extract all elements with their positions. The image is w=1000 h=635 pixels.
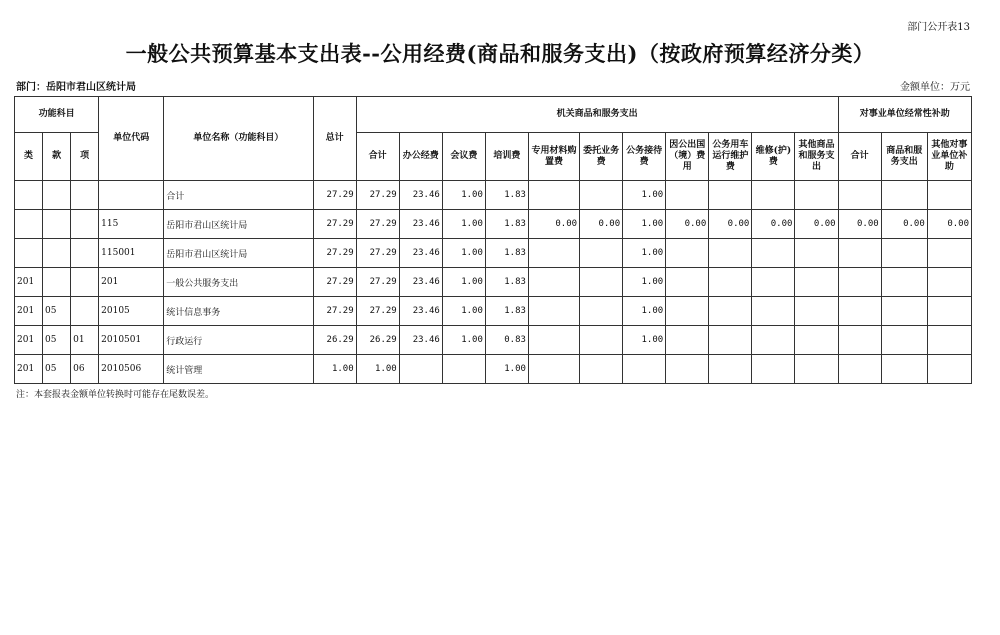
cell-goods <box>752 355 795 384</box>
cell-goods: 0.00 <box>528 210 579 239</box>
cell-goods: 0.00 <box>795 210 838 239</box>
cell-lei: 201 <box>15 268 43 297</box>
cell-goods <box>580 297 623 326</box>
header-subsidy-col: 商品和服务支出 <box>881 133 927 181</box>
cell-subsidy <box>838 268 881 297</box>
cell-goods <box>666 355 709 384</box>
cell-goods <box>752 239 795 268</box>
header-goods-col: 公务接待费 <box>623 133 666 181</box>
cell-goods <box>580 239 623 268</box>
header-goods-col: 维修(护)费 <box>752 133 795 181</box>
cell-code: 201 <box>99 268 164 297</box>
cell-goods <box>666 181 709 210</box>
header-group-subsidy: 对事业单位经常性补助 <box>838 97 971 133</box>
header-goods-col: 其他商品和服务支出 <box>795 133 838 181</box>
header-goods-col: 专用材料购置费 <box>528 133 579 181</box>
footnote: 注：本套报表金额单位转换时可能存在尾数误差。 <box>16 390 215 400</box>
cell-name: 一般公共服务支出 <box>164 268 313 297</box>
cell-goods <box>709 268 752 297</box>
cell-goods: 1.00 <box>623 268 666 297</box>
header-xiang: 项 <box>71 133 99 181</box>
cell-goods: 27.29 <box>356 210 399 239</box>
cell-goods: 1.83 <box>485 181 528 210</box>
cell-goods <box>752 297 795 326</box>
cell-goods <box>399 355 442 384</box>
cell-code: 2010506 <box>99 355 164 384</box>
cell-kuan <box>43 268 71 297</box>
cell-xiang <box>71 268 99 297</box>
cell-subsidy <box>838 297 881 326</box>
header-goods-col: 因公出国（境）费用 <box>666 133 709 181</box>
cell-goods: 27.29 <box>356 268 399 297</box>
cell-goods: 0.00 <box>580 210 623 239</box>
cell-goods: 0.83 <box>485 326 528 355</box>
cell-goods <box>580 268 623 297</box>
cell-goods: 1.83 <box>485 268 528 297</box>
cell-subsidy <box>838 355 881 384</box>
cell-total: 27.29 <box>313 268 356 297</box>
cell-kuan <box>43 239 71 268</box>
cell-goods <box>666 297 709 326</box>
cell-goods: 1.00 <box>623 326 666 355</box>
cell-total: 27.29 <box>313 297 356 326</box>
cell-name: 岳阳市君山区统计局 <box>164 210 313 239</box>
cell-goods <box>528 326 579 355</box>
cell-goods <box>709 181 752 210</box>
cell-code: 20105 <box>99 297 164 326</box>
cell-total: 1.00 <box>313 355 356 384</box>
cell-goods <box>709 297 752 326</box>
cell-goods: 1.00 <box>485 355 528 384</box>
header-kuan: 款 <box>43 133 71 181</box>
cell-subsidy <box>927 181 971 210</box>
cell-goods <box>795 297 838 326</box>
table-row <box>15 268 972 297</box>
cell-kuan <box>43 210 71 239</box>
header-goods-col: 合计 <box>356 133 399 181</box>
cell-goods: 23.46 <box>399 210 442 239</box>
table-body <box>15 181 972 384</box>
cell-subsidy <box>838 326 881 355</box>
cell-subsidy: 0.00 <box>881 210 927 239</box>
cell-total: 27.29 <box>313 210 356 239</box>
header-goods-col: 公务用车运行维护费 <box>709 133 752 181</box>
header-goods-col: 培训费 <box>485 133 528 181</box>
cell-lei <box>15 210 43 239</box>
cell-goods: 23.46 <box>399 268 442 297</box>
cell-goods: 23.46 <box>399 326 442 355</box>
cell-lei: 201 <box>15 297 43 326</box>
cell-xiang <box>71 239 99 268</box>
page-title: 一般公共预算基本支出表--公用经费(商品和服务支出)（按政府预算经济分类） <box>125 41 875 66</box>
cell-kuan <box>43 181 71 210</box>
table-row <box>15 355 972 384</box>
cell-kuan: 05 <box>43 326 71 355</box>
cell-goods: 23.46 <box>399 297 442 326</box>
header-subsidy-col: 其他对事业单位补助 <box>927 133 971 181</box>
cell-goods: 1.00 <box>442 268 485 297</box>
cell-code <box>99 181 164 210</box>
cell-goods: 1.00 <box>623 239 666 268</box>
cell-subsidy: 0.00 <box>838 210 881 239</box>
cell-goods: 1.00 <box>623 210 666 239</box>
cell-goods: 0.00 <box>666 210 709 239</box>
cell-xiang: 06 <box>71 355 99 384</box>
cell-goods <box>666 239 709 268</box>
cell-goods <box>795 326 838 355</box>
cell-goods <box>528 181 579 210</box>
cell-goods <box>580 326 623 355</box>
cell-lei: 201 <box>15 326 43 355</box>
cell-goods <box>580 355 623 384</box>
cell-goods: 1.00 <box>356 355 399 384</box>
cell-goods: 1.00 <box>623 297 666 326</box>
cell-goods: 1.00 <box>623 181 666 210</box>
cell-code: 2010501 <box>99 326 164 355</box>
cell-goods <box>709 355 752 384</box>
table-row <box>15 210 972 239</box>
cell-lei <box>15 181 43 210</box>
cell-name: 合计 <box>164 181 313 210</box>
header-goods-col: 会议费 <box>442 133 485 181</box>
cell-goods: 23.46 <box>399 181 442 210</box>
cell-subsidy <box>927 239 971 268</box>
cell-name: 岳阳市君山区统计局 <box>164 239 313 268</box>
department-label: 部门：岳阳市君山区统计局 <box>16 82 136 93</box>
header-group-goods: 机关商品和服务支出 <box>356 97 838 133</box>
unit-label: 金额单位：万元 <box>900 82 970 93</box>
cell-subsidy <box>927 326 971 355</box>
cell-goods: 1.00 <box>442 181 485 210</box>
cell-goods <box>666 326 709 355</box>
cell-xiang <box>71 181 99 210</box>
cell-goods <box>442 355 485 384</box>
header-code: 单位代码 <box>99 97 164 181</box>
cell-kuan: 05 <box>43 355 71 384</box>
cell-goods <box>528 355 579 384</box>
page-label: 部门公开表13 <box>907 22 970 33</box>
cell-goods: 1.00 <box>442 210 485 239</box>
cell-subsidy <box>927 268 971 297</box>
cell-subsidy <box>881 297 927 326</box>
cell-xiang <box>71 210 99 239</box>
header-name: 单位名称（功能科目） <box>164 97 313 181</box>
cell-goods: 0.00 <box>709 210 752 239</box>
header-func: 功能科目 <box>15 97 99 133</box>
cell-xiang <box>71 297 99 326</box>
cell-subsidy <box>927 355 971 384</box>
cell-subsidy <box>838 239 881 268</box>
cell-goods <box>752 268 795 297</box>
cell-goods <box>752 326 795 355</box>
cell-goods <box>528 297 579 326</box>
cell-name: 统计管理 <box>164 355 313 384</box>
cell-goods: 26.29 <box>356 326 399 355</box>
cell-subsidy: 0.00 <box>927 210 971 239</box>
cell-name: 统计信息事务 <box>164 297 313 326</box>
cell-code: 115 <box>99 210 164 239</box>
header-subsidy-col: 合计 <box>838 133 881 181</box>
cell-code: 115001 <box>99 239 164 268</box>
cell-goods <box>580 181 623 210</box>
cell-subsidy <box>927 297 971 326</box>
cell-total: 27.29 <box>313 181 356 210</box>
cell-goods <box>623 355 666 384</box>
cell-goods <box>752 181 795 210</box>
cell-goods: 27.29 <box>356 297 399 326</box>
cell-goods: 1.00 <box>442 297 485 326</box>
cell-goods <box>709 326 752 355</box>
cell-goods: 1.83 <box>485 210 528 239</box>
cell-xiang: 01 <box>71 326 99 355</box>
table-row <box>15 239 972 268</box>
cell-goods <box>795 239 838 268</box>
table-row <box>15 181 972 210</box>
cell-goods: 1.00 <box>442 239 485 268</box>
cell-subsidy <box>881 268 927 297</box>
cell-goods <box>795 268 838 297</box>
expense-table <box>14 96 972 384</box>
cell-goods <box>528 268 579 297</box>
cell-subsidy <box>881 239 927 268</box>
cell-lei: 201 <box>15 355 43 384</box>
cell-kuan: 05 <box>43 297 71 326</box>
cell-goods: 1.00 <box>442 326 485 355</box>
cell-total: 27.29 <box>313 239 356 268</box>
cell-goods: 27.29 <box>356 181 399 210</box>
cell-subsidy <box>881 181 927 210</box>
header-goods-col: 委托业务费 <box>580 133 623 181</box>
cell-subsidy <box>838 181 881 210</box>
cell-goods: 1.83 <box>485 239 528 268</box>
cell-goods <box>795 355 838 384</box>
cell-goods: 0.00 <box>752 210 795 239</box>
header-lei: 类 <box>15 133 43 181</box>
cell-goods <box>795 181 838 210</box>
cell-subsidy <box>881 355 927 384</box>
header-total: 总计 <box>313 97 356 181</box>
cell-goods <box>709 239 752 268</box>
cell-name: 行政运行 <box>164 326 313 355</box>
cell-lei <box>15 239 43 268</box>
cell-goods <box>666 268 709 297</box>
table-row <box>15 297 972 326</box>
cell-subsidy <box>881 326 927 355</box>
cell-goods <box>528 239 579 268</box>
table-row <box>15 326 972 355</box>
cell-goods: 23.46 <box>399 239 442 268</box>
header-goods-col: 办公经费 <box>399 133 442 181</box>
cell-goods: 27.29 <box>356 239 399 268</box>
cell-total: 26.29 <box>313 326 356 355</box>
cell-goods: 1.83 <box>485 297 528 326</box>
